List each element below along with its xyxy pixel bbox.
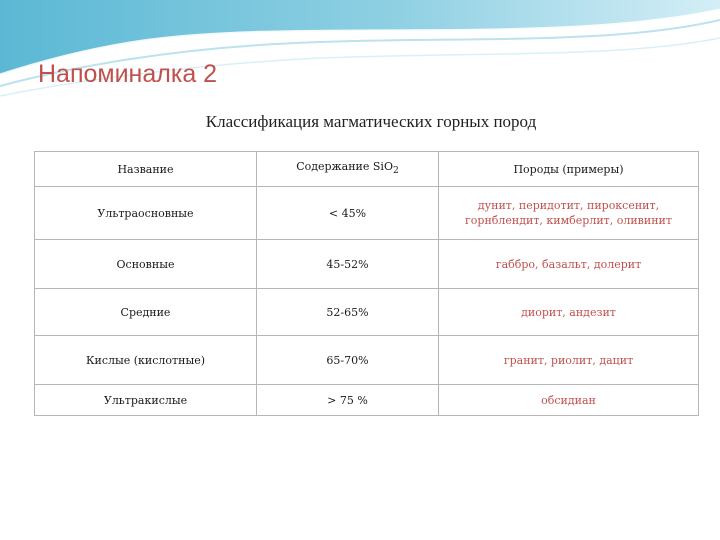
sio2-content: 65-70% [257, 336, 439, 385]
rock-class-name: Средние [35, 289, 257, 336]
slide-title: Напоминалка 2 [38, 60, 218, 88]
header-name: Название [35, 152, 257, 187]
rock-class-name: Ультраосновные [35, 187, 257, 240]
table-row [35, 336, 699, 385]
decorative-wave-banner [0, 0, 720, 110]
table-row [35, 187, 699, 240]
rock-class-name: Ультракислые [35, 385, 257, 416]
sio2-content: > 75 % [257, 385, 439, 416]
table-header-row [35, 152, 699, 187]
table-row [35, 289, 699, 336]
table-row [35, 240, 699, 289]
rock-examples: диорит, андезит [439, 289, 699, 336]
rock-examples: обсидиан [439, 385, 699, 416]
header-examples: Породы (примеры) [439, 152, 699, 187]
sio2-content: 52-65% [257, 289, 439, 336]
header-sio2-subscript: 2 [392, 165, 399, 177]
rock-examples: габбро, базальт, долерит [439, 240, 699, 289]
rock-classification-table [34, 151, 699, 416]
rock-examples: дунит, перидотит, пироксенит, горнблендит, кимберлит, оливинит [439, 187, 699, 240]
table-row [35, 385, 699, 416]
rock-class-name: Кислые (кислотные) [35, 336, 257, 385]
sio2-content: 45-52% [257, 240, 439, 289]
header-sio2-label: Содержание SiO [296, 160, 393, 174]
sio2-content: < 45% [257, 187, 439, 240]
header-sio2 [257, 152, 439, 187]
rock-examples: гранит, риолит, дацит [439, 336, 699, 385]
rock-class-name: Основные [35, 240, 257, 289]
table-caption: Классификация магматических горных пород [205, 112, 537, 131]
